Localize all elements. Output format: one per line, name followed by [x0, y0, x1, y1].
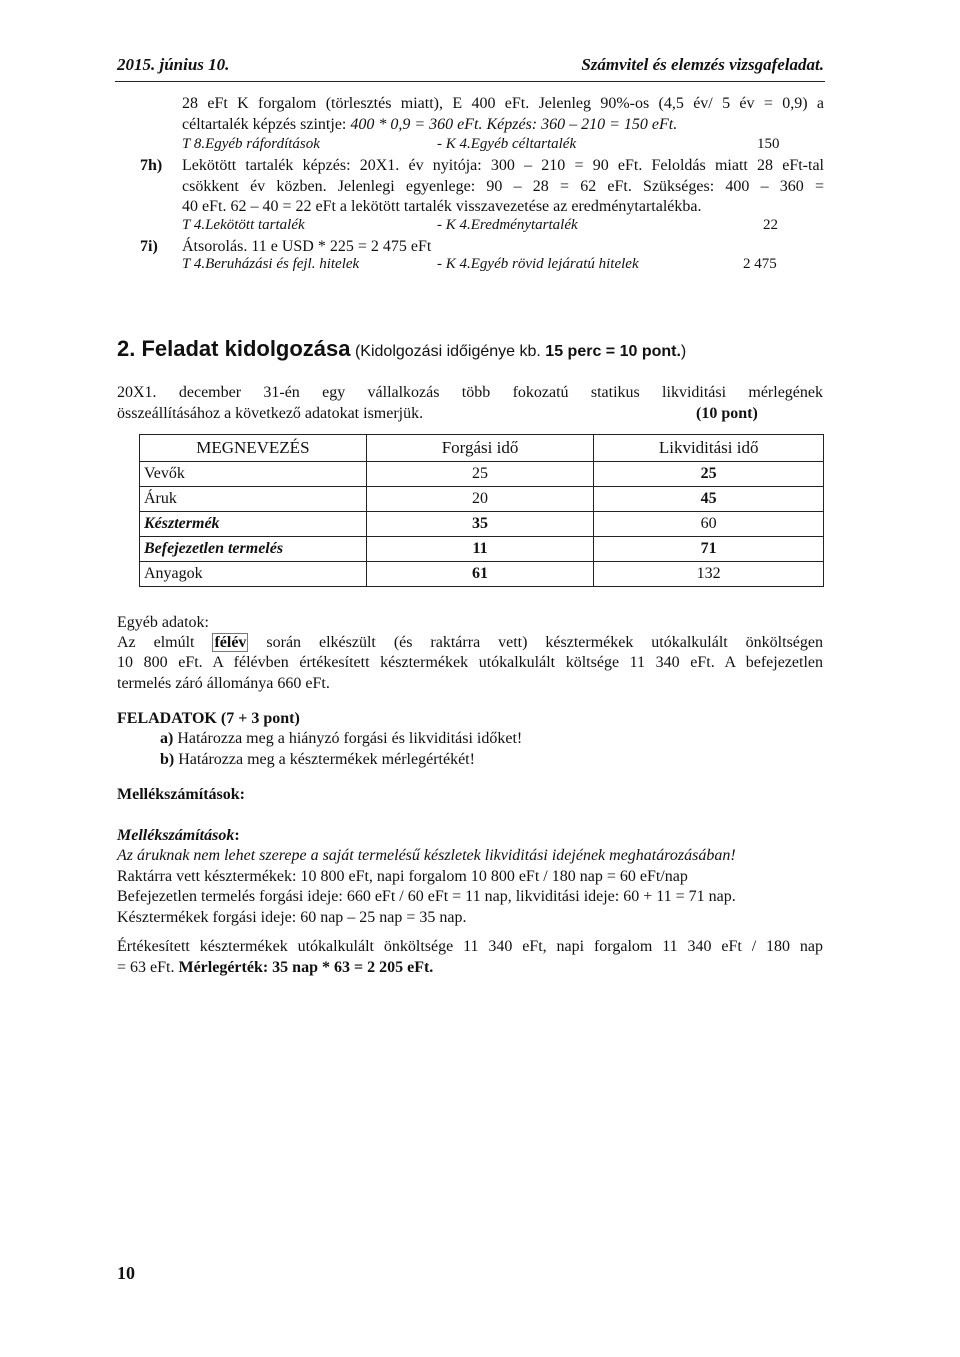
mellek-calc-3: Késztermékek forgási ideje: 60 nap – 25 nap = 35 nap. [117, 909, 467, 926]
liquidity-table [139, 434, 824, 587]
other-line-1 [117, 632, 823, 653]
mellek-eval-2b: Mérlegérték: 35 nap * 63 = 2 205 eFt. [178, 959, 434, 976]
task-b-text: Határozza meg a késztermékek mérlegértékét! [174, 751, 475, 768]
task-a-text: Határozza meg a hiányzó forgási és likviditási időket! [173, 730, 523, 747]
top-line-1: 28 eFt K forgalom (törlesztés miatt), E 400 eFt. Jelenleg 90%-os (4,5 év/ 5 év = 0,9) a [182, 95, 824, 112]
item-7i-line-1: Átsorolás. 11 e USD * 225 = 2 475 eFt [182, 238, 432, 255]
table-cell-name: Késztermék [140, 512, 367, 537]
entry-2-credit: - K 4.Eredménytartalék [437, 217, 578, 233]
page-number: 10 [117, 1263, 135, 1283]
table-header-cell: Forgási idő [366, 435, 594, 462]
section-title [117, 336, 686, 362]
top-line-2 [182, 114, 677, 135]
table-row [140, 562, 824, 587]
mellek-eval-2a: = 63 eFt. [117, 959, 179, 976]
item-7h-label: 7h) [140, 157, 163, 174]
mellek-title-2 [117, 825, 240, 846]
header-rule [115, 81, 825, 82]
mellek-calc-1: Raktárra vett késztermékek: 10 800 eFt, napi forgalom 10 800 eFt / 180 nap = 60 eFt/nap [117, 868, 688, 885]
header-title: Számvitel és elemzés vizsgafeladat. [581, 55, 824, 74]
mellek-calc-2: Befejezetlen termelés forgási ideje: 660 eFt / 60 eFt = 11 nap, likviditási ideje: 60 + 11 = 71 nap. [117, 888, 736, 905]
other-line-2: 10 800 eFt. A félévben értékesített késztermékek utókalkulált költsége 11 340 eFt. A befejezetlen [117, 654, 823, 671]
table-cell-forgasi: 61 [366, 562, 594, 587]
top-line-2a: céltartalék képzés szintje: [182, 116, 351, 133]
table-cell-name: Vevők [140, 462, 367, 487]
other-line-1a: Az elmúlt [117, 634, 213, 651]
section-title-sub-c: ) [680, 343, 687, 360]
entry-3-credit: - K 4.Egyéb rövid lejáratú hitelek [437, 256, 639, 272]
table-cell-name: Befejezetlen termelés [140, 537, 367, 562]
mellek-title-2-colon: : [234, 827, 240, 844]
header-date: 2015. június 10. [117, 55, 230, 74]
item-7h-line-1: Lekötött tartalék képzés: 20X1. év nyitója: 300 – 210 = 90 eFt. Feloldás miatt 28 eFt-tal [182, 157, 824, 174]
other-line-3: termelés záró állománya 660 eFt. [117, 675, 330, 692]
table-header-cell: MEGNEVEZÉS [140, 435, 367, 462]
table-row [140, 512, 824, 537]
entry-3-debit: T 4.Beruházási és fejl. hitelek [182, 256, 360, 272]
other-line-1b: félév [214, 634, 247, 651]
entry-1-debit: T 8.Egyéb ráfordítások [182, 136, 320, 152]
table-cell-likv: 71 [594, 537, 824, 562]
table-cell-likv: 60 [594, 512, 824, 537]
section-title-sub-b: 15 perc = 10 pont. [545, 343, 681, 360]
section-title-sub-a: (Kidolgozási időigénye kb. [350, 343, 546, 360]
table-header-cell: Likviditási idő [594, 435, 824, 462]
entry-1-value: 150 [757, 136, 780, 152]
entry-1-credit: - K 4.Egyéb céltartalék [437, 136, 577, 152]
top-line-2b: 400 * 0,9 = 360 eFt. Képzés: 360 – 210 = 150 eFt. [350, 116, 678, 133]
mellek-eval-1: Értékesített késztermékek utókalkulált önköltsége 11 340 eFt, napi forgalom 11 340 eFt / 180 nap [117, 938, 823, 955]
task-b [160, 749, 475, 770]
mellek-title-2-text: Mellékszámítások [117, 827, 235, 844]
task-b-label: b) [160, 751, 175, 768]
table-header-row [140, 435, 824, 462]
table-row [140, 462, 824, 487]
section-title-main: 2. Feladat kidolgozása [117, 336, 351, 361]
tasks-title: FELADATOK (7 + 3 pont) [117, 710, 300, 727]
table-cell-forgasi: 20 [366, 487, 594, 512]
table-cell-name: Anyagok [140, 562, 367, 587]
intro-points: (10 pont) [696, 405, 758, 422]
entry-2-debit: T 4.Lekötött tartalék [182, 217, 305, 233]
other-line-1c: során elkészült (és raktárra vett) késztermékek utókalkulált önköltségen [248, 634, 823, 651]
intro-line-1: 20X1. december 31-én egy vállalkozás több fokozatú statikus likviditási mérlegének [117, 384, 823, 401]
task-a [160, 728, 522, 749]
table-cell-forgasi: 35 [366, 512, 594, 537]
item-7h-line-2: csökkent év közben. Jelenlegi egyenlege: 90 – 28 = 62 eFt. Szükséges: 400 – 360 = [182, 178, 824, 195]
item-7i-label: 7i) [140, 238, 158, 255]
table-cell-name: Áruk [140, 487, 367, 512]
entry-3-value: 2 475 [743, 256, 777, 272]
table-cell-forgasi: 11 [366, 537, 594, 562]
item-7h-line-3: 40 eFt. 62 – 40 = 22 eFt a lekötött tartalék visszavezetése az eredménytartalékba. [182, 198, 702, 215]
table-cell-likv: 132 [594, 562, 824, 587]
mellek-eval-2 [117, 957, 433, 978]
table-cell-likv: 45 [594, 487, 824, 512]
mellek-title-1: Mellékszámítások: [117, 786, 245, 803]
table-row [140, 537, 824, 562]
table-cell-likv: 25 [594, 462, 824, 487]
table-cell-forgasi: 25 [366, 462, 594, 487]
table-row [140, 487, 824, 512]
entry-2-value: 22 [763, 217, 778, 233]
task-a-label: a) [160, 730, 174, 747]
other-title: Egyéb adatok: [117, 614, 209, 631]
mellek-note: Az áruknak nem lehet szerepe a saját termelésű készletek likviditási idejének meghatározásában! [117, 847, 736, 864]
intro-line-2: összeállításához a következő adatokat ismerjük. [117, 405, 424, 422]
